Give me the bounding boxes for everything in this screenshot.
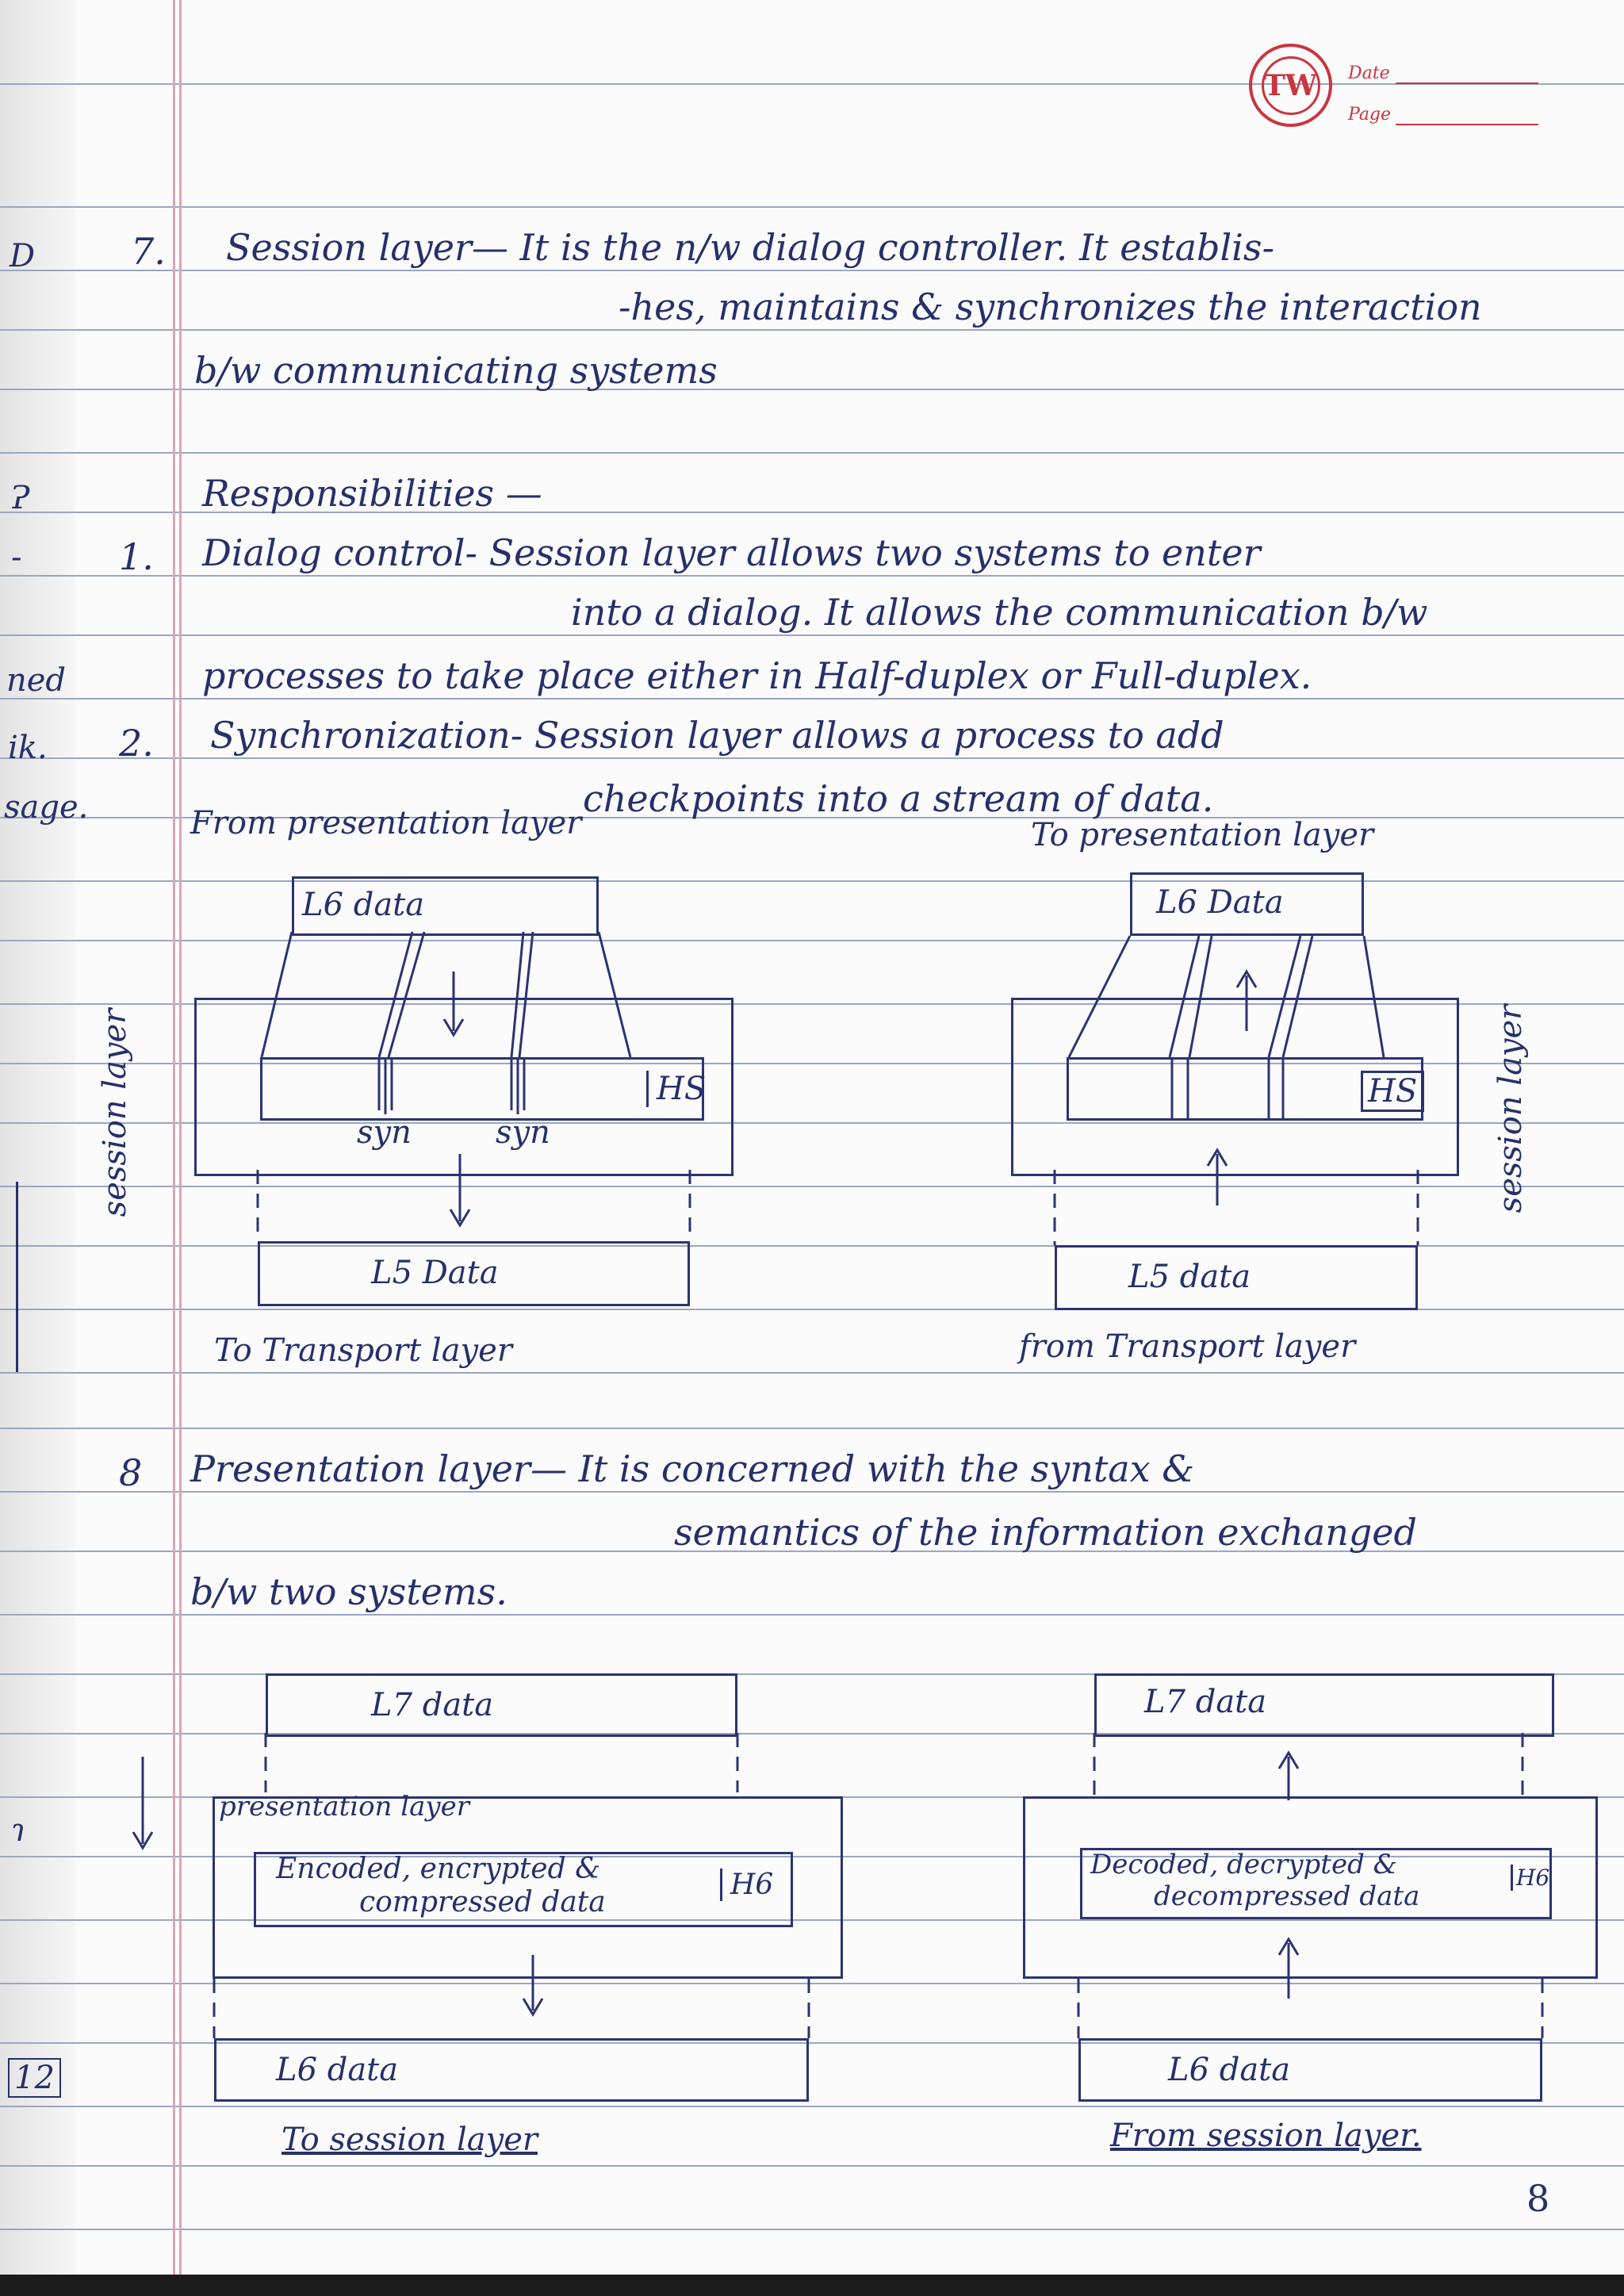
- right-presentation-caption: From session layer.: [1110, 2118, 1422, 2154]
- margin-note: ɿ: [11, 1812, 26, 1849]
- l6-data-label-right: L6 Data: [1156, 884, 1284, 921]
- encoded-line2: compressed data: [359, 1886, 606, 1918]
- item1-line1: Dialog control- Session layer allows two systems to enter: [202, 531, 1261, 574]
- l5-data-label-right: L5 data: [1128, 1259, 1251, 1295]
- l7-data-box-right: [1094, 1673, 1554, 1737]
- l6-data-box-right-presentation: [1078, 2038, 1542, 2102]
- section7-line1: Session layer— It is the n/w dialog controller. It establis-: [226, 226, 1275, 269]
- section-number: 7.: [131, 230, 166, 273]
- margin-note: ned: [6, 662, 67, 699]
- page-number: 8: [1526, 2177, 1550, 2220]
- left-bottom-caption: To Transport layer: [214, 1332, 512, 1369]
- l6-data-label-presentation: L6 data: [276, 2052, 399, 2088]
- margin-note: ik.: [8, 730, 48, 766]
- section-number: 8: [119, 1451, 143, 1494]
- session-side-label-right: session layer: [1492, 1004, 1529, 1213]
- page-label: Page: [1348, 105, 1392, 125]
- item2-line1: Synchronization- Session layer allows a process to add: [210, 714, 1224, 757]
- section8-line3: b/w two systems.: [190, 1570, 508, 1613]
- encoded-data-unit: [254, 1852, 793, 1927]
- section8-line1: Presentation layer— It is concerned with the syntax &: [190, 1447, 1195, 1490]
- section7-line3: b/w communicating systems: [194, 349, 718, 392]
- l7-data-label: L7 data: [371, 1687, 494, 1723]
- brand-logo-text: TW: [1262, 56, 1320, 115]
- l5-data-label: L5 Data: [371, 1255, 499, 1291]
- right-bottom-caption: from Transport layer: [1019, 1328, 1356, 1365]
- session-side-label: session layer: [97, 1008, 133, 1217]
- section8-line2: semantics of the information exchanged: [674, 1511, 1417, 1554]
- decoded-line2: decompressed data: [1154, 1880, 1420, 1912]
- decoded-data-unit: [1080, 1848, 1552, 1919]
- right-top-caption: To presentation layer: [1031, 817, 1374, 853]
- item1-line2: into a dialog. It allows the communication b/w: [571, 591, 1428, 634]
- hs-header-right: HS: [1361, 1071, 1424, 1112]
- encoded-line1: Encoded, encrypted &: [276, 1853, 601, 1885]
- syn-label: syn: [496, 1114, 550, 1151]
- scan-bottom-edge: [0, 2275, 1624, 2296]
- h6-header: H6: [720, 1869, 773, 1901]
- l6-data-label-right-presentation: L6 data: [1168, 2052, 1291, 2088]
- date-label: Date: [1348, 63, 1390, 83]
- margin-note-boxed: 12: [8, 2058, 61, 2098]
- item-number: 1.: [119, 535, 154, 578]
- responsibilities-heading: Responsibilities —: [202, 472, 542, 515]
- syn-label: syn: [357, 1114, 412, 1151]
- left-presentation-caption: To session layer: [282, 2122, 538, 2158]
- presentation-layer-label: presentation layer: [219, 1791, 469, 1823]
- item1-line3: processes to take place either in Half-duplex or Full-duplex.: [202, 654, 1312, 697]
- hs-header: HS: [646, 1071, 706, 1107]
- l7-data-box: [266, 1673, 737, 1737]
- margin-note: Ɂ: [11, 480, 30, 516]
- item2-line2: checkpoints into a stream of data.: [583, 777, 1214, 820]
- margin-note: sage.: [4, 789, 89, 826]
- item-number: 2.: [119, 722, 154, 765]
- decoded-line1: Decoded, decrypted &: [1090, 1849, 1397, 1880]
- l6-data-label: L6 data: [302, 887, 425, 923]
- l6-data-box-presentation: [214, 2038, 809, 2102]
- margin-note: D: [10, 238, 36, 274]
- left-top-caption: From presentation layer: [190, 805, 582, 841]
- margin-note: -: [11, 539, 22, 576]
- section7-line2: -hes, maintains & synchronizes the interaction: [619, 286, 1482, 328]
- l7-data-label-right: L7 data: [1144, 1684, 1267, 1720]
- h6-header-right: H6: [1511, 1865, 1549, 1891]
